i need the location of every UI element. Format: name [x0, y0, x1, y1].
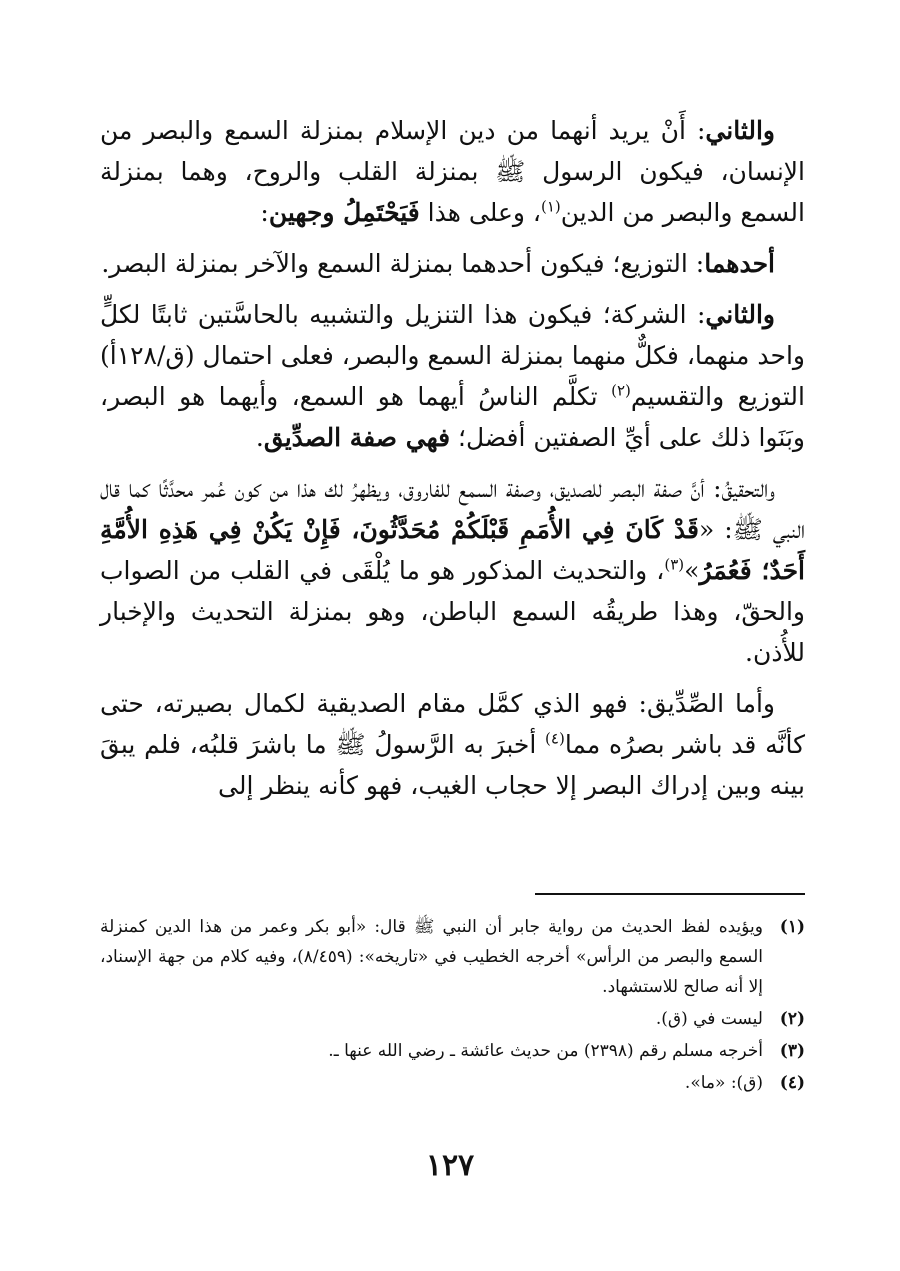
paragraph-5-text-b: أخبرَ به الرَّسولُ ﷺ ما باشرَ قلبُه، فلم يبقَ بينه وبين إدراك البصر إلا حجاب الغيب، فهو كأنه ينظر إلى [100, 730, 805, 800]
footnotes [100, 912, 805, 1100]
footnote-4 [100, 1068, 805, 1098]
paragraph-3-text-c: . [255, 423, 264, 452]
paragraph-3-text-a: : الشركة؛ فيكون هذا التنزيل والتشبيه بالحاسَّتين ثابتًا لكلٍّ واحد منهما، فكلٌّ منهما بمنزلة السمع والبصر، فعلى احتمال (ق/١٢٨أ) التوزيع والتقسيم [100, 300, 805, 411]
paragraph-1 [100, 110, 805, 233]
footnote-number: (١) [779, 917, 805, 937]
footnote-3 [100, 1036, 805, 1066]
footnote-ref-4[interactable]: (٤) [545, 729, 565, 748]
paragraph-1-bold-end: فَيَحْتَمِلُ وجهين [268, 198, 420, 227]
footnote-separator [535, 893, 805, 895]
footnote-1 [100, 912, 805, 1002]
footnote-number: (٤) [779, 1073, 805, 1093]
paragraph-2-text: : التوزيع؛ فيكون أحدهما بمنزلة السمع والآخر بمنزلة البصر. [101, 249, 705, 278]
paragraph-1-lead: والثاني [705, 116, 775, 145]
footnote-ref-3[interactable]: (٣) [664, 555, 685, 574]
footnote-text: أخرجه مسلم رقم (٢٣٩٨) من حديث عائشة ـ رضي الله عنها ـ. [328, 1041, 763, 1061]
paragraph-1-text-a: : أَنْ يريد أنهما من دين الإسلام بمنزلة السمع والبصر من الإنسان، فيكون الرسول ﷺ بمنزلة القلب والروح، وهما بمنزلة السمع والبصر من الدين [100, 116, 805, 227]
footnote-text: ليست في (ق). [655, 1009, 763, 1029]
paragraph-3-text-b: تكلَّم الناسُ أيهما هو السمع، وأيهما هو البصر، وبَنَوا ذلك على أيِّ الصفتين أفضل؛ [100, 382, 805, 452]
footnote-text: ويؤيده لفظ الحديث من رواية جابر أن النبي ﷺ قال: «أبو بكر وعمر من هذا الدين كمنزلة السمع والبصر من الرأس» أخرجه الخطيب في «تاريخه»: (٨/٤٥٩)، وفيه كلام من جهة الإسناد، إلا أنه صالح للاستشهاد. [100, 917, 763, 997]
paragraph-2 [100, 243, 805, 284]
paragraph-4 [100, 468, 805, 673]
paragraph-5 [100, 683, 805, 806]
paragraph-3-lead: والثاني [705, 300, 775, 329]
footnote-text: (ق): «ما». [684, 1073, 763, 1093]
paragraph-2-lead: أحدهما [704, 249, 775, 278]
footnote-number: (٣) [779, 1041, 805, 1061]
paragraph-4-text-b: » [684, 556, 700, 585]
paragraph-3-bold-end: فهي صفة الصدِّيق [263, 423, 451, 452]
page-number: ١٢٧ [425, 1148, 475, 1183]
paragraph-1-text-c: : [260, 198, 269, 227]
paragraph-5-text-a: وأما الصِّدِّيق: فهو الذي كمَّل مقام الصديقية لكمال بصيرته، حتى كأنَّه قد باشر بصرُه مما [100, 689, 805, 759]
paragraph-1-text-b: ، وعلى هذا [419, 198, 541, 227]
main-text [100, 110, 805, 816]
footnote-2 [100, 1004, 805, 1034]
hadith-quote: قَدْ كَانَ فِي الأُمَمِ قَبْلَكُمْ مُحَدَّثُونَ، فَإِنْ يَكُنْ فِي هَذِهِ الأُمَّةِ أَحَدٌ؛ فَعُمَرُ [100, 515, 805, 585]
paragraph-3 [100, 294, 805, 458]
footnote-number: (٢) [779, 1009, 805, 1029]
paragraph-4-text-c: ، والتحديث المذكور هو ما يُلْقَى في القلب من الصواب والحقّ، وهذا طريقُه السمع الباطن، وهو بمنزلة التحديث والإخبار للأُذن. [100, 556, 805, 667]
paragraph-4-text-a: والتحقيقُ: أنَّ صفة البصر للصديق، وصفة السمع للفاروق، ويظهرُ لك هذا من كون عُمر محدَّثًا كما قال النبي ﷺ: « [100, 474, 805, 544]
footnote-ref-1[interactable]: (١) [541, 197, 561, 216]
footnote-ref-2[interactable]: (٢) [611, 381, 631, 400]
